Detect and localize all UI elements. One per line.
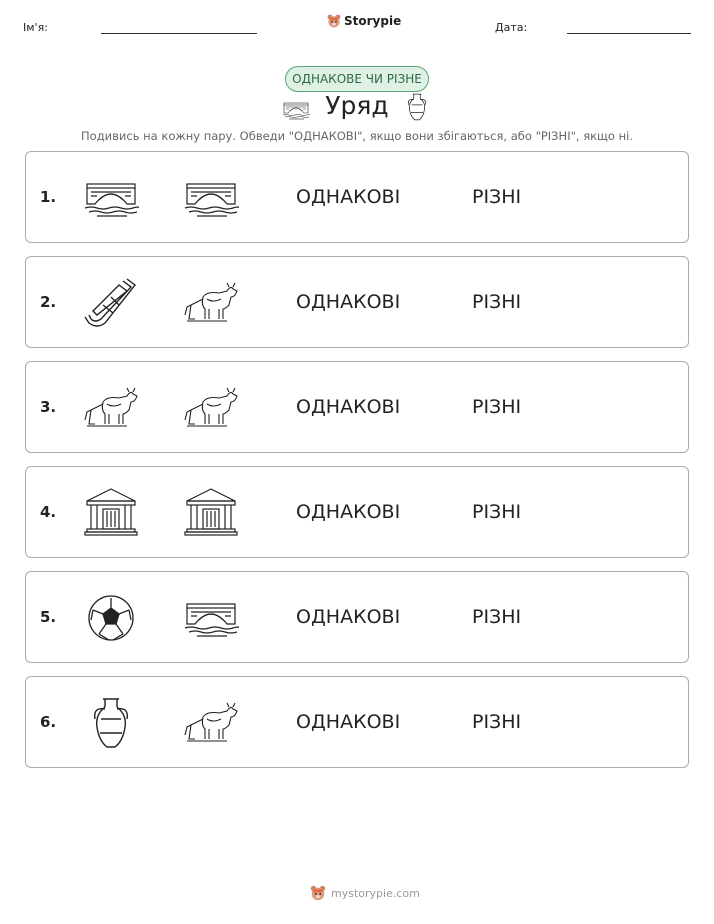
ox-plow-icon bbox=[183, 275, 239, 331]
amphora-icon bbox=[402, 90, 432, 124]
ox-plow-icon bbox=[183, 380, 239, 436]
option-same[interactable]: ОДНАКОВІ bbox=[296, 186, 401, 208]
brand-name: Storypie bbox=[344, 14, 402, 28]
row-number: 1. bbox=[40, 188, 57, 206]
row-number: 6. bbox=[40, 713, 57, 731]
row-number: 2. bbox=[40, 293, 57, 311]
option-different[interactable]: РІЗНІ bbox=[472, 711, 522, 733]
row-number: 3. bbox=[40, 398, 57, 416]
temple-icon bbox=[183, 485, 239, 541]
ox-plow-icon bbox=[83, 380, 139, 436]
date-field[interactable] bbox=[567, 33, 691, 34]
sled-icon bbox=[83, 275, 139, 331]
page-title: Уряд bbox=[325, 91, 389, 120]
question-row-1 bbox=[25, 151, 689, 243]
soccer-ball-icon bbox=[83, 590, 139, 646]
option-different[interactable]: РІЗНІ bbox=[472, 396, 522, 418]
option-same[interactable]: ОДНАКОВІ bbox=[296, 396, 401, 418]
ox-plow-icon bbox=[183, 695, 239, 751]
option-different[interactable]: РІЗНІ bbox=[472, 291, 522, 313]
amphora-icon bbox=[83, 695, 139, 751]
temple-icon bbox=[83, 485, 139, 541]
activity-badge: ОДНАКОВЕ ЧИ РІЗНЕ bbox=[285, 66, 429, 92]
bridge-icon bbox=[83, 170, 139, 226]
option-same[interactable]: ОДНАКОВІ bbox=[296, 501, 401, 523]
option-different[interactable]: РІЗНІ bbox=[472, 606, 522, 628]
question-row-6 bbox=[25, 676, 689, 768]
option-different[interactable]: РІЗНІ bbox=[472, 186, 522, 208]
option-different[interactable]: РІЗНІ bbox=[472, 501, 522, 523]
instructions: Подивись на кожну пару. Обведи "ОДНАКОВІ", якщо вони збігаються, або "РІЗНІ", якщо ні. bbox=[81, 129, 633, 143]
question-row-4 bbox=[25, 466, 689, 558]
question-row-2 bbox=[25, 256, 689, 348]
footer bbox=[309, 884, 420, 902]
option-same[interactable]: ОДНАКОВІ bbox=[296, 291, 401, 313]
bridge-icon bbox=[183, 590, 239, 646]
brand-logo bbox=[326, 13, 401, 29]
date-label: Дата: bbox=[495, 21, 528, 34]
option-same[interactable]: ОДНАКОВІ bbox=[296, 606, 401, 628]
row-number: 5. bbox=[40, 608, 57, 626]
option-same[interactable]: ОДНАКОВІ bbox=[296, 711, 401, 733]
name-field[interactable] bbox=[101, 33, 257, 34]
name-label: Ім'я: bbox=[23, 21, 48, 34]
footer-url[interactable]: mystorypie.com bbox=[331, 886, 420, 900]
question-row-5 bbox=[25, 571, 689, 663]
question-row-3 bbox=[25, 361, 689, 453]
bear-logo-icon bbox=[309, 884, 327, 902]
row-number: 4. bbox=[40, 503, 57, 521]
bear-logo-icon bbox=[326, 13, 342, 29]
bridge-icon bbox=[183, 170, 239, 226]
